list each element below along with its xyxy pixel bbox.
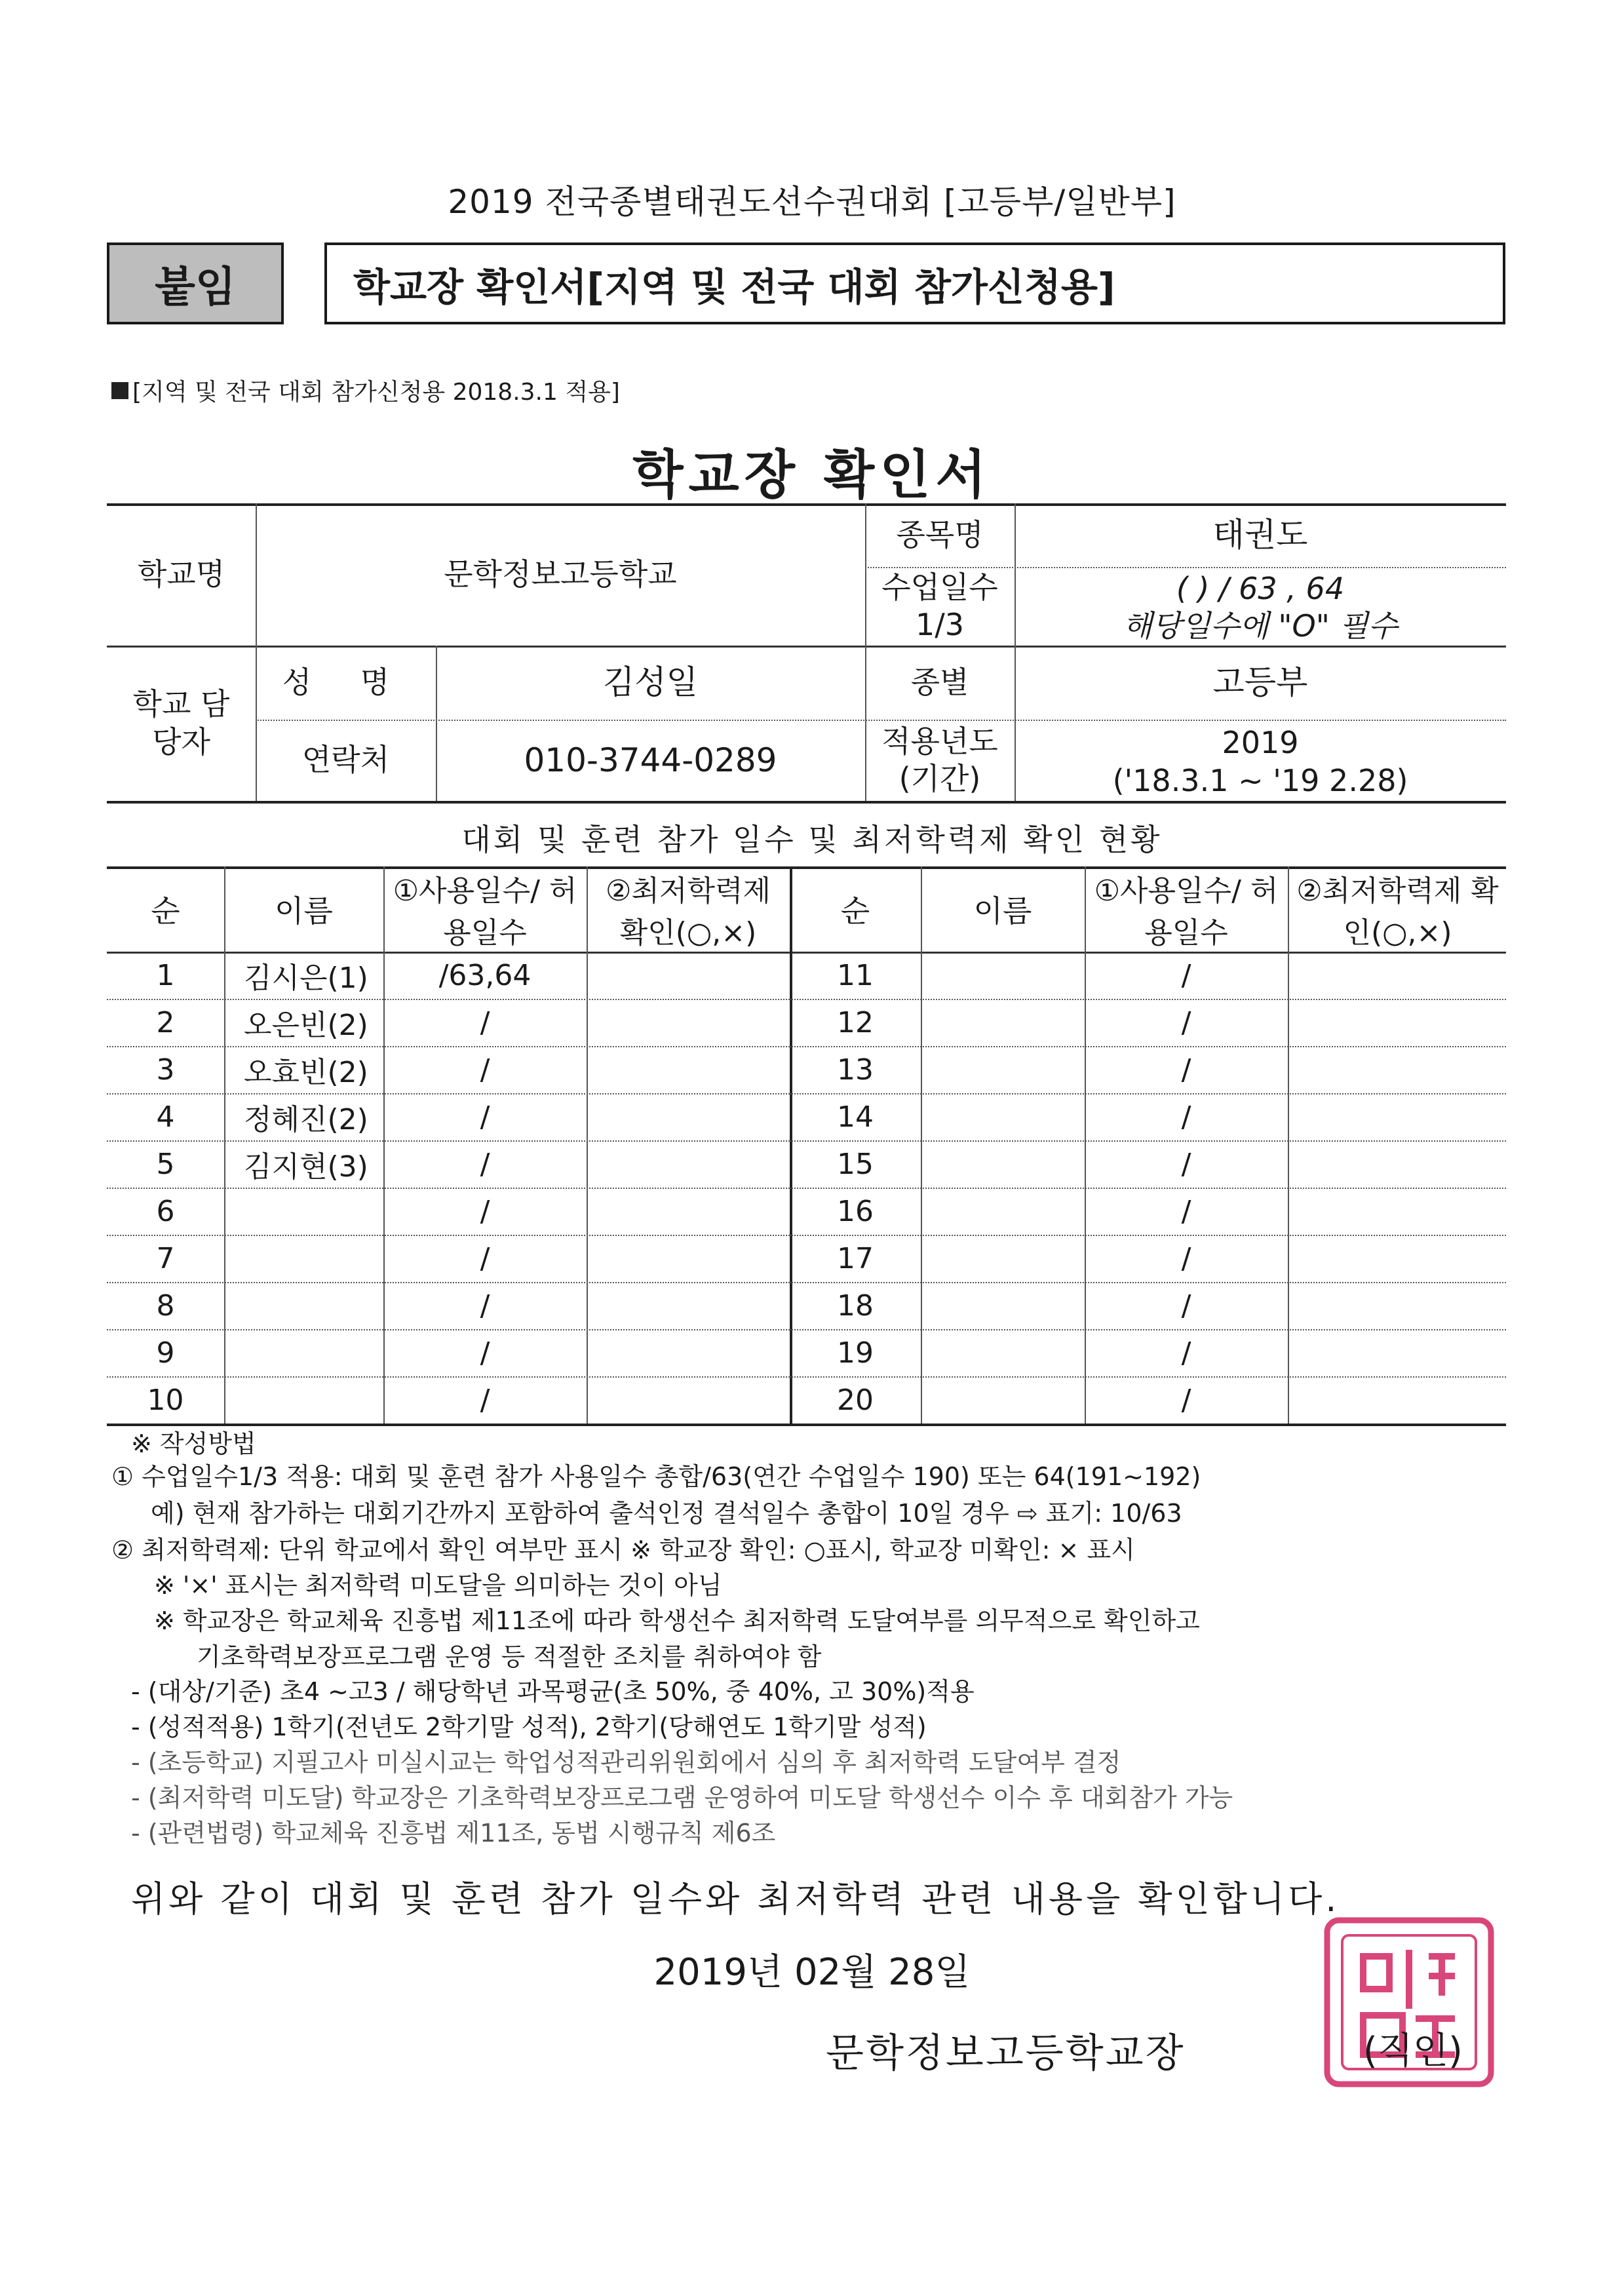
year-value: 2019: [1222, 725, 1299, 761]
right-row-8-no: 18: [837, 1288, 874, 1323]
right-row-7-days: /: [1181, 1241, 1191, 1275]
manager-name-value: 김성일: [603, 663, 698, 702]
event-value: 태권도: [1212, 516, 1308, 554]
header-days: ①사용일수/ 허용일수: [393, 874, 577, 950]
left-row-3-name: 오효빈(2): [244, 1056, 368, 1089]
right-row-10-days: /: [1181, 1383, 1191, 1417]
instruction-line: 예) 현재 참가하는 대회기간까지 포함하여 출석인정 결석일수 총합이 10일 경우 ⇨ 표기: 10/63: [151, 1499, 1182, 1528]
attachment-badge: 붙임: [107, 242, 284, 324]
right-row-7-check: [1288, 1235, 1506, 1282]
right-row-4-no: 14: [837, 1100, 874, 1134]
event-label: 종목명: [896, 516, 984, 552]
left-row-1-days: /63,64: [438, 958, 532, 992]
right-row-2-name: [921, 999, 1085, 1046]
right-row-1-check: [1288, 952, 1506, 999]
left-row-10-days: /: [480, 1383, 490, 1417]
instruction-line: - (최저학력 미도달) 학교장은 기초학력보장프로그램 운영하여 미도달 학생선수 이수 후 대회참가 가능: [131, 1783, 1233, 1812]
contact-label: 연락처: [301, 742, 390, 778]
left-row-7-name: [224, 1235, 383, 1282]
period-value: ('18.3.1 ~ '19 2.28): [1112, 762, 1408, 798]
right-row-8-days: /: [1181, 1288, 1191, 1323]
document-header-box: 학교장 확인서[지역 및 전국 대회 참가신청용]: [324, 242, 1505, 324]
year-label: 적용년도 (기간): [881, 723, 998, 796]
division-value: 고등부: [1212, 663, 1308, 702]
signature-date: 2019년 02월 28일: [653, 1951, 971, 1994]
left-row-10-check: [587, 1376, 790, 1424]
left-row-5-name: 김지현(3): [244, 1150, 368, 1184]
left-row-2-check: [587, 999, 790, 1046]
header-no: 순: [840, 893, 870, 929]
left-row-7-days: /: [480, 1241, 490, 1275]
left-row-10-name: [224, 1376, 383, 1424]
left-row-9-days: /: [480, 1336, 490, 1370]
left-row-5-days: /: [480, 1147, 490, 1181]
header-no: 순: [151, 893, 180, 929]
form-note: [111, 374, 620, 407]
left-row-7-check: [587, 1235, 790, 1282]
left-row-2-name: 오은빈(2): [244, 1009, 368, 1042]
header-check: ②최저학력제 확인(○,×): [606, 874, 771, 950]
instruction-line: 기초학력보장프로그램 운영 등 적절한 조치를 취하여야 함: [197, 1642, 822, 1671]
confirmation-statement: 위와 같이 대회 및 훈련 참가 일수와 최저학력 관련 내용을 확인합니다.: [131, 1878, 1340, 1920]
contact-value: 010-3744-0289: [524, 741, 777, 779]
left-row-9-check: [587, 1329, 790, 1376]
left-row-5-check: [587, 1140, 790, 1188]
left-row-4-name: 정혜진(2): [244, 1103, 368, 1136]
right-row-3-no: 13: [837, 1053, 874, 1087]
right-row-6-no: 16: [837, 1194, 874, 1228]
grid-title: 대회 및 훈련 참가 일수 및 최저학력제 확인 현황: [461, 822, 1163, 857]
table-border-bottom: [107, 801, 1506, 804]
right-row-4-days: /: [1181, 1100, 1191, 1134]
instruction-line: ※ 학교장은 학교체육 진흥법 제11조에 따라 학생선수 최저학력 도달여부를 의무적으로 확인하고: [154, 1606, 1200, 1635]
right-row-5-no: 15: [837, 1147, 874, 1181]
instruction-line: ② 최저학력제: 단위 학교에서 확인 여부만 표시 ※ 학교장 확인: ○표시, 학교장 미확인: × 표시: [111, 1536, 1135, 1564]
instruction-line: - (성적적용) 1학기(전년도 2학기말 성적), 2학기(당해연도 1학기말 성적): [131, 1713, 927, 1741]
instruction-line: - (관련법령) 학교체육 진흥법 제11조, 동법 시행규칙 제6조: [131, 1819, 776, 1848]
right-row-5-check: [1288, 1140, 1506, 1188]
grid-border-bottom: [107, 1424, 1506, 1426]
left-row-3-check: [587, 1046, 790, 1093]
left-row-1-no: 1: [156, 958, 175, 992]
left-row-4-no: 4: [156, 1100, 175, 1134]
header-name: 이름: [973, 893, 1032, 929]
seal-label: (직인): [1363, 2030, 1463, 2072]
instruction-line: ① 수업일수1/3 적용: 대회 및 훈련 참가 사용일수 총합/63(연간 수업일수 190) 또는 64(191~192): [111, 1462, 1201, 1491]
left-row-10-no: 10: [147, 1383, 184, 1417]
instruction-line: ※ 작성방법: [131, 1429, 256, 1458]
right-row-8-check: [1288, 1282, 1506, 1329]
left-row-2-no: 2: [156, 1005, 175, 1039]
right-row-6-check: [1288, 1188, 1506, 1235]
instruction-line: - (초등학교) 지필고사 미실시교는 학업성적관리위원회에서 심의 후 최저학력 도달여부 결정: [131, 1748, 1121, 1777]
instruction-line: ※ '×' 표시는 최저학력 미도달을 의미하는 것이 아님: [154, 1571, 722, 1600]
left-row-4-days: /: [480, 1100, 490, 1134]
left-row-2-days: /: [480, 1005, 490, 1039]
right-row-3-days: /: [1181, 1053, 1191, 1087]
right-row-7-no: 17: [837, 1241, 874, 1275]
document-title: 학교장 확인서: [632, 444, 992, 505]
right-row-5-days: /: [1181, 1147, 1191, 1181]
right-row-2-days: /: [1181, 1005, 1191, 1039]
left-row-6-check: [587, 1188, 790, 1235]
school-name-label: 학교명: [137, 556, 225, 592]
instruction-line: - (대상/기준) 초4 ~고3 / 해당학년 과목평균(초 50%, 중 40%, 고 30%)적용: [131, 1677, 975, 1706]
left-row-8-check: [587, 1282, 790, 1329]
class-days-label: 수업일수 1/3: [881, 569, 998, 642]
right-row-1-no: 11: [837, 958, 874, 992]
right-row-9-days: /: [1181, 1336, 1191, 1370]
right-row-3-check: [1288, 1046, 1506, 1093]
right-row-9-no: 19: [837, 1336, 874, 1370]
right-row-3-name: [921, 1046, 1085, 1093]
left-row-6-name: [224, 1188, 383, 1235]
competition-title: 2019 전국종별태권도선수권대회 [고등부/일반부]: [448, 183, 1176, 221]
class-days-note: 해당일수에 "O" 필수: [1123, 608, 1398, 644]
right-row-6-days: /: [1181, 1194, 1191, 1228]
right-row-10-check: [1288, 1376, 1506, 1424]
left-row-4-check: [587, 1093, 790, 1140]
right-row-7-name: [921, 1235, 1085, 1282]
right-row-9-check: [1288, 1329, 1506, 1376]
form-note-text: [지역 및 전국 대회 참가신청용 2018.3.1 적용]: [132, 379, 620, 406]
header-check: ②최저학력제 확인(○,×): [1296, 874, 1499, 950]
right-row-9-name: [921, 1329, 1085, 1376]
right-row-1-name: [921, 952, 1085, 999]
square-bullet-icon: [111, 382, 128, 399]
left-row-8-no: 8: [156, 1288, 175, 1323]
right-row-4-name: [921, 1093, 1085, 1140]
right-row-4-check: [1288, 1093, 1506, 1140]
left-row-7-no: 7: [156, 1241, 175, 1275]
right-row-2-check: [1288, 999, 1506, 1046]
right-row-10-name: [921, 1376, 1085, 1424]
right-row-5-name: [921, 1140, 1085, 1188]
right-row-10-no: 20: [837, 1383, 874, 1417]
principal-name: 문학정보고등학교장: [826, 2030, 1186, 2076]
left-row-1-name: 김시은(1): [244, 961, 368, 995]
division-label: 종별: [910, 664, 969, 700]
left-row-1-check: [587, 952, 790, 999]
left-row-3-no: 3: [156, 1053, 175, 1087]
left-row-9-no: 9: [156, 1336, 175, 1370]
left-row-8-name: [224, 1282, 383, 1329]
school-name-value: 문학정보고등학교: [444, 556, 677, 592]
left-row-8-days: /: [480, 1288, 490, 1323]
left-row-3-days: /: [480, 1053, 490, 1087]
right-row-1-days: /: [1181, 958, 1191, 992]
left-row-5-no: 5: [156, 1147, 175, 1181]
name-label: 성 명: [282, 664, 410, 700]
right-row-2-no: 12: [837, 1005, 874, 1039]
left-row-9-name: [224, 1329, 383, 1376]
right-row-6-name: [921, 1188, 1085, 1235]
manager-label: 학교 담당자: [132, 686, 230, 760]
header-days: ①사용일수/ 허용일수: [1094, 874, 1279, 950]
right-row-8-name: [921, 1282, 1085, 1329]
class-days-value: ( ) / 63 , 64: [1176, 571, 1345, 607]
left-row-6-days: /: [480, 1194, 490, 1228]
left-row-6-no: 6: [156, 1194, 175, 1228]
header-name: 이름: [275, 893, 333, 929]
